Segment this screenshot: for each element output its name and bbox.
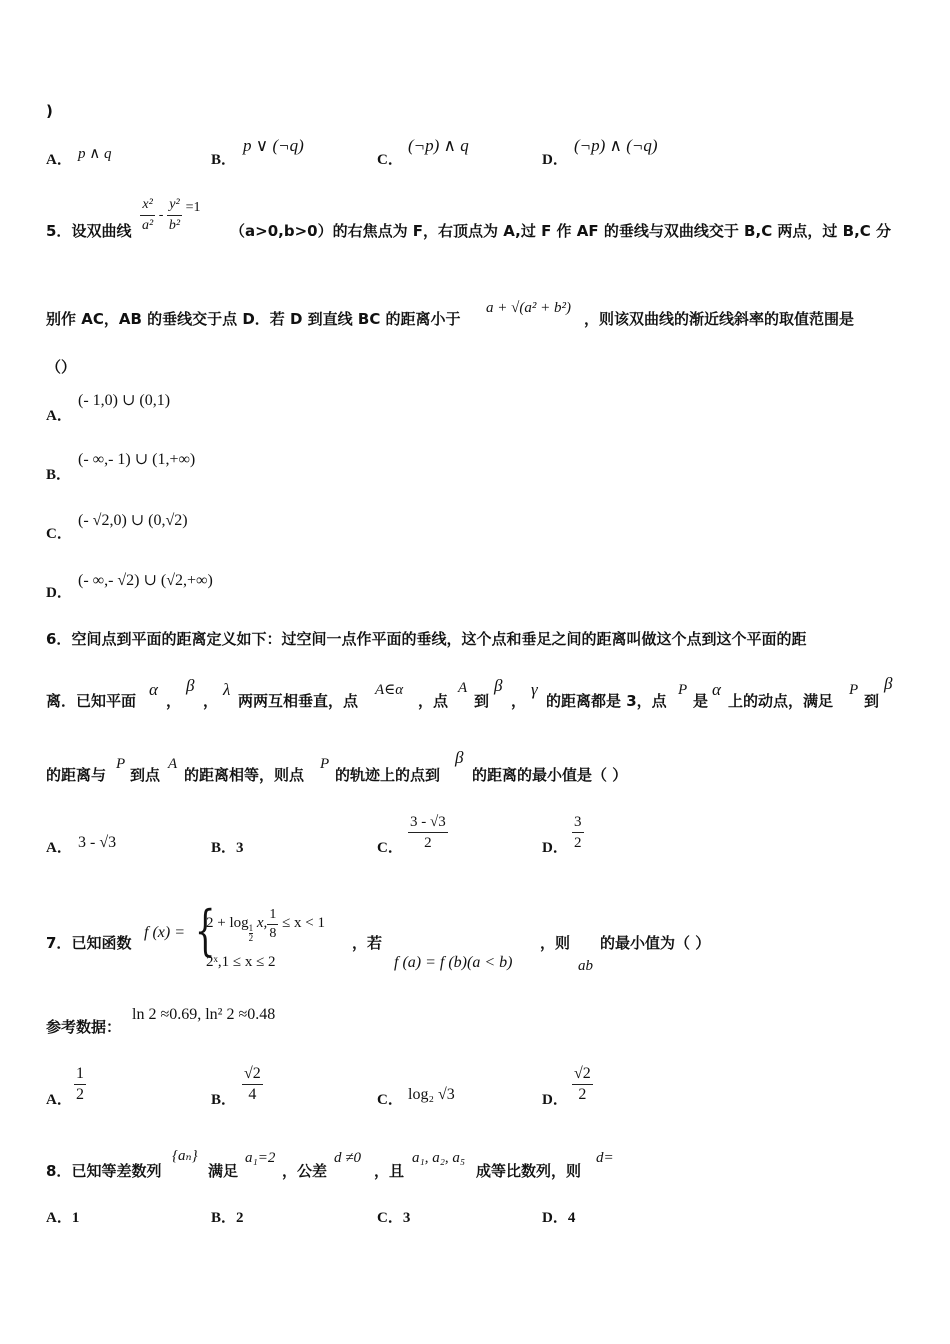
- q6-line2-c: ，点: [418, 692, 449, 710]
- q4-option-b-expr: p ∨ (¬q): [243, 136, 304, 155]
- q6-beta-4: β: [455, 748, 464, 767]
- q6-comma-1: ，: [166, 692, 182, 710]
- q6-comma-3: ，: [511, 692, 527, 710]
- q6-line2-e: 的距离都是 3，点: [546, 692, 667, 710]
- q6-line2-h: 到: [864, 692, 880, 710]
- q6-option-d-fraction: $\frac{3}{2}$: [574, 814, 582, 851]
- q6-line2-start: 离．已知平面: [46, 692, 137, 710]
- q8-d-not-zero: d ≠0: [334, 1150, 361, 1166]
- q6-option-b-label: B．3: [211, 840, 244, 856]
- q6-option-d-label: D．: [542, 840, 568, 856]
- q5-option-a-label: A．: [46, 408, 72, 424]
- q4-option-a-label: A．: [46, 152, 72, 168]
- q6-gamma: γ: [531, 680, 538, 699]
- q7-reference-data: ln 2 ≈0.69, ln² 2 ≈0.48: [132, 1006, 276, 1023]
- q6-line2-b: 两两互相垂直，点: [238, 692, 359, 710]
- q7-function-name: f (x) =: [144, 924, 185, 941]
- q6-a-in-alpha: A∈α: [375, 682, 404, 698]
- q7-number: 7．已知函数: [46, 934, 132, 952]
- q8-sequence: {aₙ}: [172, 1148, 198, 1164]
- q8-option-d: D．4: [542, 1210, 576, 1226]
- q8-d-equals: d=: [596, 1150, 614, 1166]
- q5-text-line2-end: ，则该双曲线的渐近线斜率的取值范围是: [584, 310, 855, 328]
- q7-option-d-label: D．: [542, 1092, 568, 1108]
- q6-point-p-3: P: [116, 756, 126, 772]
- q6-text-line1: 6．空间点到平面的距离定义如下：过空间一点作平面的垂线，这个点和垂足之间的距离叫做这个点到这个平面的距: [46, 630, 807, 648]
- q7-option-c-label: C．: [377, 1092, 403, 1108]
- q8-text-satisfies: 满足: [208, 1162, 239, 1180]
- q8-number: 8．已知等差数列: [46, 1162, 162, 1180]
- q6-line3-c: 的距离相等，则点: [184, 766, 305, 784]
- q6-alpha-2: α: [712, 680, 721, 699]
- q6-line2-f: 是: [693, 692, 709, 710]
- q6-line2-d: 到: [474, 692, 490, 710]
- q4-option-d-expr: (¬p) ∧ (¬q): [574, 136, 658, 155]
- q8-text-and: ，且: [374, 1162, 405, 1180]
- q6-beta: β: [186, 676, 195, 695]
- q4-option-b-label: B．: [211, 152, 237, 168]
- q6-line3-b: 到点: [130, 766, 161, 784]
- q6-lambda: λ: [223, 680, 231, 699]
- q6-option-a-expr: 3 - √3: [78, 834, 117, 851]
- q5-option-c-expr: (- √2,0) ∪ (0,√2): [78, 512, 188, 529]
- q4-option-c-label: C．: [377, 152, 403, 168]
- q6-point-p-2: P: [849, 682, 859, 698]
- q8-option-a: A．1: [46, 1210, 80, 1226]
- q5-hyperbola-equation: $\frac{\text{x²}}{\text{a²}}$ - $\frac{\text{y²}}{\text{b²}}$ =1: [142, 197, 201, 233]
- q8-terms: a₁, a₂, a₅: [412, 1150, 466, 1166]
- q4-closing-paren: ): [46, 102, 53, 120]
- q7-case-2: 2ˣ,1 ≤ x ≤ 2: [206, 954, 276, 970]
- q8-text-diff: ，公差: [282, 1162, 328, 1180]
- q7-ab: ab: [578, 958, 593, 974]
- q7-option-a-fraction: $\frac{1}{2}$: [76, 1065, 84, 1103]
- q7-option-b-fraction: $\frac{√2}{4}$: [244, 1065, 261, 1103]
- q4-option-d-label: D．: [542, 152, 568, 168]
- q7-option-d-fraction: $\frac{√2}{2}$: [574, 1065, 591, 1103]
- q6-comma-2: ，: [203, 692, 219, 710]
- q5-number: 5．设双曲线: [46, 222, 132, 240]
- q7-text-if: ，若: [352, 934, 383, 952]
- q6-point-p: P: [678, 682, 688, 698]
- q7-reference-label: 参考数据：: [46, 1018, 122, 1036]
- q5-option-b-expr: (- ∞,- 1) ∪ (1,+∞): [78, 451, 196, 468]
- q7-condition: f (a) = f (b)(a < b): [394, 954, 513, 971]
- q7-brace: {: [194, 899, 216, 962]
- q6-point-a: A: [458, 680, 468, 696]
- q6-alpha: α: [149, 680, 158, 699]
- q7-option-b-label: B．: [211, 1092, 237, 1108]
- q6-line3-e: 的距离的最小值是（ ）: [472, 766, 628, 784]
- q7-option-a-label: A．: [46, 1092, 72, 1108]
- q8-option-b: B．2: [211, 1210, 244, 1226]
- q5-text-line2: 别作 AC，AB 的垂线交于点 D．若 D 到直线 BC 的距离小于: [46, 310, 461, 328]
- q7-text-then: ，则: [540, 934, 571, 952]
- q6-beta-3: β: [884, 674, 893, 693]
- q8-text-geometric: 成等比数列，则: [476, 1162, 582, 1180]
- q4-option-c-expr: (¬p) ∧ q: [408, 136, 469, 155]
- q5-option-a-expr: (- 1,0) ∪ (0,1): [78, 392, 171, 409]
- q5-option-d-expr: (- ∞,- √2) ∪ (√2,+∞): [78, 572, 213, 589]
- q6-point-p-4: P: [320, 756, 330, 772]
- q6-line2-g: 上的动点，满足: [728, 692, 834, 710]
- q8-a1: a₁=2: [245, 1150, 276, 1166]
- q6-line3-d: 的轨迹上的点到: [335, 766, 441, 784]
- q5-option-d-label: D．: [46, 585, 72, 601]
- q5-paren: （）: [46, 358, 77, 376]
- q7-text-min: 的最小值为（ ）: [600, 934, 711, 952]
- q6-option-a-label: A．: [46, 840, 72, 856]
- q4-option-a-expr: p ∧ q: [78, 146, 112, 162]
- q5-text-line1: （a>0,b>0）的右焦点为 F，右顶点为 A,过 F 作 AF 的垂线与双曲线交于 B,C 两点，过 B,C 分: [230, 222, 892, 240]
- q6-line3-a: 的距离与: [46, 766, 107, 784]
- q7-case-1: 2 + log $\frac{1}{2}$ x, $\frac{1}{8}$ ≤ x < 1: [206, 907, 326, 943]
- q5-option-c-label: C．: [46, 526, 72, 542]
- q8-option-c: C．3: [377, 1210, 411, 1226]
- q6-option-c-fraction: $\frac{3 - √3}{2}$: [410, 814, 446, 851]
- q5-distance-expr: a + √(a² + b²): [486, 300, 571, 316]
- q6-point-a-2: A: [168, 756, 178, 772]
- q6-beta-2: β: [494, 676, 503, 695]
- q7-option-c-expr: log₂ √3: [408, 1086, 455, 1103]
- q6-option-c-label: C．: [377, 840, 403, 856]
- q5-option-b-label: B．: [46, 467, 72, 483]
